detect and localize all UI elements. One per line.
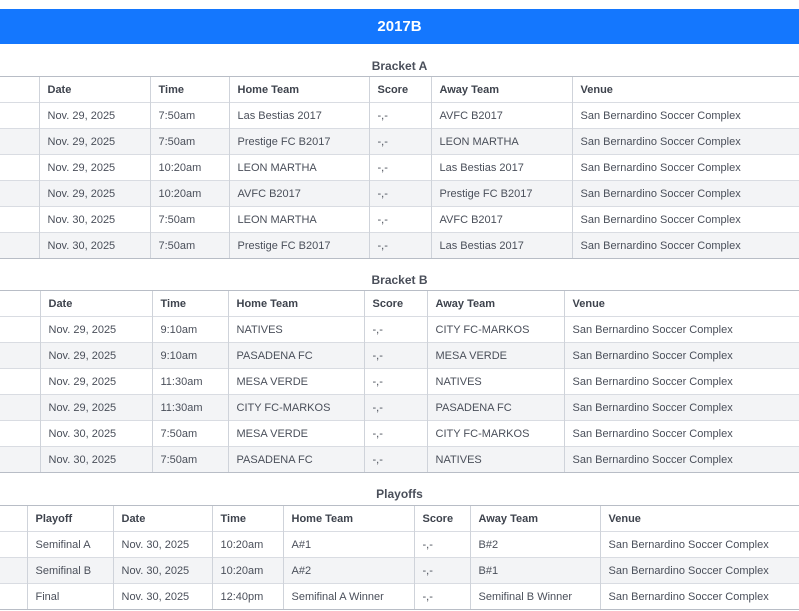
cell-home-team: MESA VERDE (228, 421, 364, 447)
column-header-home-team: Home Team (228, 291, 364, 317)
table-row (0, 421, 799, 447)
cell-home-team: NATIVES (228, 317, 364, 343)
table-row (0, 129, 799, 155)
cell-away-team: CITY FC-MARKOS (427, 317, 564, 343)
column-header-date: Date (113, 506, 212, 532)
column-header-date: Date (40, 291, 152, 317)
cell-blank (0, 207, 39, 233)
cell-time: 7:50am (150, 103, 229, 129)
cell-date: Nov. 29, 2025 (40, 369, 152, 395)
column-header-home-team: Home Team (229, 77, 369, 103)
cell-home-team: PASADENA FC (228, 447, 364, 473)
cell-time: 10:20am (150, 181, 229, 207)
table-row (0, 558, 799, 584)
cell-score: -,- (364, 447, 427, 473)
table-row (0, 369, 799, 395)
column-header-venue: Venue (600, 506, 799, 532)
cell-away-team: LEON MARTHA (431, 129, 572, 155)
cell-home-team: CITY FC-MARKOS (228, 395, 364, 421)
cell-venue: San Bernardino Soccer Complex (572, 207, 799, 233)
cell-venue: San Bernardino Soccer Complex (572, 129, 799, 155)
column-header-venue: Venue (572, 77, 799, 103)
header-row (0, 77, 799, 103)
bracket-a-title: Bracket A (371, 59, 428, 73)
cell-time: 10:20am (150, 155, 229, 181)
cell-home-team: A#2 (283, 558, 414, 584)
cell-time: 11:30am (152, 369, 228, 395)
playoffs-title: Playoffs (376, 487, 423, 501)
cell-blank (0, 103, 39, 129)
cell-date: Nov. 30, 2025 (113, 558, 212, 584)
cell-score: -,- (414, 558, 470, 584)
cell-time: 9:10am (152, 343, 228, 369)
cell-score: -,- (364, 395, 427, 421)
cell-score: -,- (364, 343, 427, 369)
table-row (0, 343, 799, 369)
cell-venue: San Bernardino Soccer Complex (564, 447, 799, 473)
cell-away-team: NATIVES (427, 369, 564, 395)
column-header-blank (0, 77, 39, 103)
header-row (0, 506, 799, 532)
cell-home-team: LEON MARTHA (229, 207, 369, 233)
bracket-b-title: Bracket B (371, 273, 428, 287)
column-header-away-team: Away Team (427, 291, 564, 317)
cell-away-team: NATIVES (427, 447, 564, 473)
cell-venue: San Bernardino Soccer Complex (572, 103, 799, 129)
cell-venue: San Bernardino Soccer Complex (572, 155, 799, 181)
cell-date: Nov. 30, 2025 (40, 421, 152, 447)
table-row (0, 103, 799, 129)
table-row (0, 395, 799, 421)
cell-home-team: MESA VERDE (228, 369, 364, 395)
cell-home-team: AVFC B2017 (229, 181, 369, 207)
cell-score: -,- (364, 317, 427, 343)
cell-home-team: Las Bestias 2017 (229, 103, 369, 129)
playoffs-table (0, 505, 799, 610)
cell-score: -,- (369, 233, 431, 259)
cell-time: 7:50am (150, 207, 229, 233)
cell-time: 7:50am (150, 233, 229, 259)
cell-blank (0, 532, 27, 558)
cell-playoff: Semifinal B (27, 558, 113, 584)
cell-date: Nov. 29, 2025 (40, 317, 152, 343)
column-header-home-team: Home Team (283, 506, 414, 532)
column-header-time: Time (150, 77, 229, 103)
table-row (0, 181, 799, 207)
cell-time: 11:30am (152, 395, 228, 421)
column-header-score: Score (414, 506, 470, 532)
table-row (0, 317, 799, 343)
cell-home-team: Prestige FC B2017 (229, 129, 369, 155)
column-header-venue: Venue (564, 291, 799, 317)
cell-blank (0, 343, 40, 369)
cell-blank (0, 155, 39, 181)
cell-date: Nov. 29, 2025 (40, 395, 152, 421)
bracket-b-table (0, 290, 799, 473)
column-header-date: Date (39, 77, 150, 103)
cell-date: Nov. 30, 2025 (113, 532, 212, 558)
cell-score: -,- (414, 584, 470, 610)
column-header-playoff: Playoff (27, 506, 113, 532)
cell-away-team: AVFC B2017 (431, 207, 572, 233)
cell-date: Nov. 30, 2025 (113, 584, 212, 610)
cell-away-team: AVFC B2017 (431, 103, 572, 129)
table-row (0, 207, 799, 233)
cell-venue: San Bernardino Soccer Complex (600, 558, 799, 584)
division-title: 2017B (0, 9, 799, 44)
cell-date: Nov. 29, 2025 (39, 155, 150, 181)
table-row (0, 155, 799, 181)
cell-blank (0, 447, 40, 473)
cell-blank (0, 233, 39, 259)
cell-score: -,- (369, 129, 431, 155)
cell-time: 9:10am (152, 317, 228, 343)
column-header-away-team: Away Team (470, 506, 600, 532)
column-header-score: Score (369, 77, 431, 103)
cell-away-team: MESA VERDE (427, 343, 564, 369)
table-row (0, 233, 799, 259)
column-header-time: Time (212, 506, 283, 532)
cell-away-team: Semifinal B Winner (470, 584, 600, 610)
cell-away-team: Las Bestias 2017 (431, 155, 572, 181)
cell-away-team: B#2 (470, 532, 600, 558)
cell-time: 7:50am (150, 129, 229, 155)
cell-venue: San Bernardino Soccer Complex (564, 421, 799, 447)
cell-time: 7:50am (152, 447, 228, 473)
cell-venue: San Bernardino Soccer Complex (564, 343, 799, 369)
cell-date: Nov. 30, 2025 (39, 233, 150, 259)
cell-venue: San Bernardino Soccer Complex (600, 532, 799, 558)
table-row (0, 447, 799, 473)
cell-away-team: Las Bestias 2017 (431, 233, 572, 259)
cell-date: Nov. 30, 2025 (39, 207, 150, 233)
cell-blank (0, 369, 40, 395)
cell-venue: San Bernardino Soccer Complex (564, 395, 799, 421)
cell-away-team: B#1 (470, 558, 600, 584)
cell-venue: San Bernardino Soccer Complex (564, 317, 799, 343)
cell-score: -,- (369, 103, 431, 129)
cell-blank (0, 584, 27, 610)
cell-date: Nov. 29, 2025 (39, 181, 150, 207)
column-header-blank (0, 291, 40, 317)
column-header-time: Time (152, 291, 228, 317)
table-row (0, 532, 799, 558)
cell-playoff: Final (27, 584, 113, 610)
column-header-away-team: Away Team (431, 77, 572, 103)
cell-time: 7:50am (152, 421, 228, 447)
cell-blank (0, 395, 40, 421)
cell-playoff: Semifinal A (27, 532, 113, 558)
cell-date: Nov. 29, 2025 (39, 103, 150, 129)
cell-home-team: LEON MARTHA (229, 155, 369, 181)
cell-home-team: PASADENA FC (228, 343, 364, 369)
cell-away-team: PASADENA FC (427, 395, 564, 421)
cell-blank (0, 129, 39, 155)
cell-venue: San Bernardino Soccer Complex (564, 369, 799, 395)
cell-blank (0, 181, 39, 207)
cell-score: -,- (369, 155, 431, 181)
cell-blank (0, 317, 40, 343)
table-row (0, 584, 799, 610)
bracket-a-table (0, 76, 799, 259)
column-header-blank (0, 506, 27, 532)
cell-date: Nov. 29, 2025 (39, 129, 150, 155)
cell-score: -,- (369, 181, 431, 207)
cell-time: 10:20am (212, 558, 283, 584)
column-header-score: Score (364, 291, 427, 317)
cell-home-team: Semifinal A Winner (283, 584, 414, 610)
cell-venue: San Bernardino Soccer Complex (572, 181, 799, 207)
cell-home-team: A#1 (283, 532, 414, 558)
cell-venue: San Bernardino Soccer Complex (572, 233, 799, 259)
cell-home-team: Prestige FC B2017 (229, 233, 369, 259)
cell-score: -,- (414, 532, 470, 558)
cell-away-team: Prestige FC B2017 (431, 181, 572, 207)
cell-score: -,- (364, 369, 427, 395)
cell-score: -,- (369, 207, 431, 233)
cell-blank (0, 421, 40, 447)
cell-time: 10:20am (212, 532, 283, 558)
cell-time: 12:40pm (212, 584, 283, 610)
cell-venue: San Bernardino Soccer Complex (600, 584, 799, 610)
cell-date: Nov. 29, 2025 (40, 343, 152, 369)
header-row (0, 291, 799, 317)
cell-away-team: CITY FC-MARKOS (427, 421, 564, 447)
cell-blank (0, 558, 27, 584)
cell-date: Nov. 30, 2025 (40, 447, 152, 473)
cell-score: -,- (364, 421, 427, 447)
